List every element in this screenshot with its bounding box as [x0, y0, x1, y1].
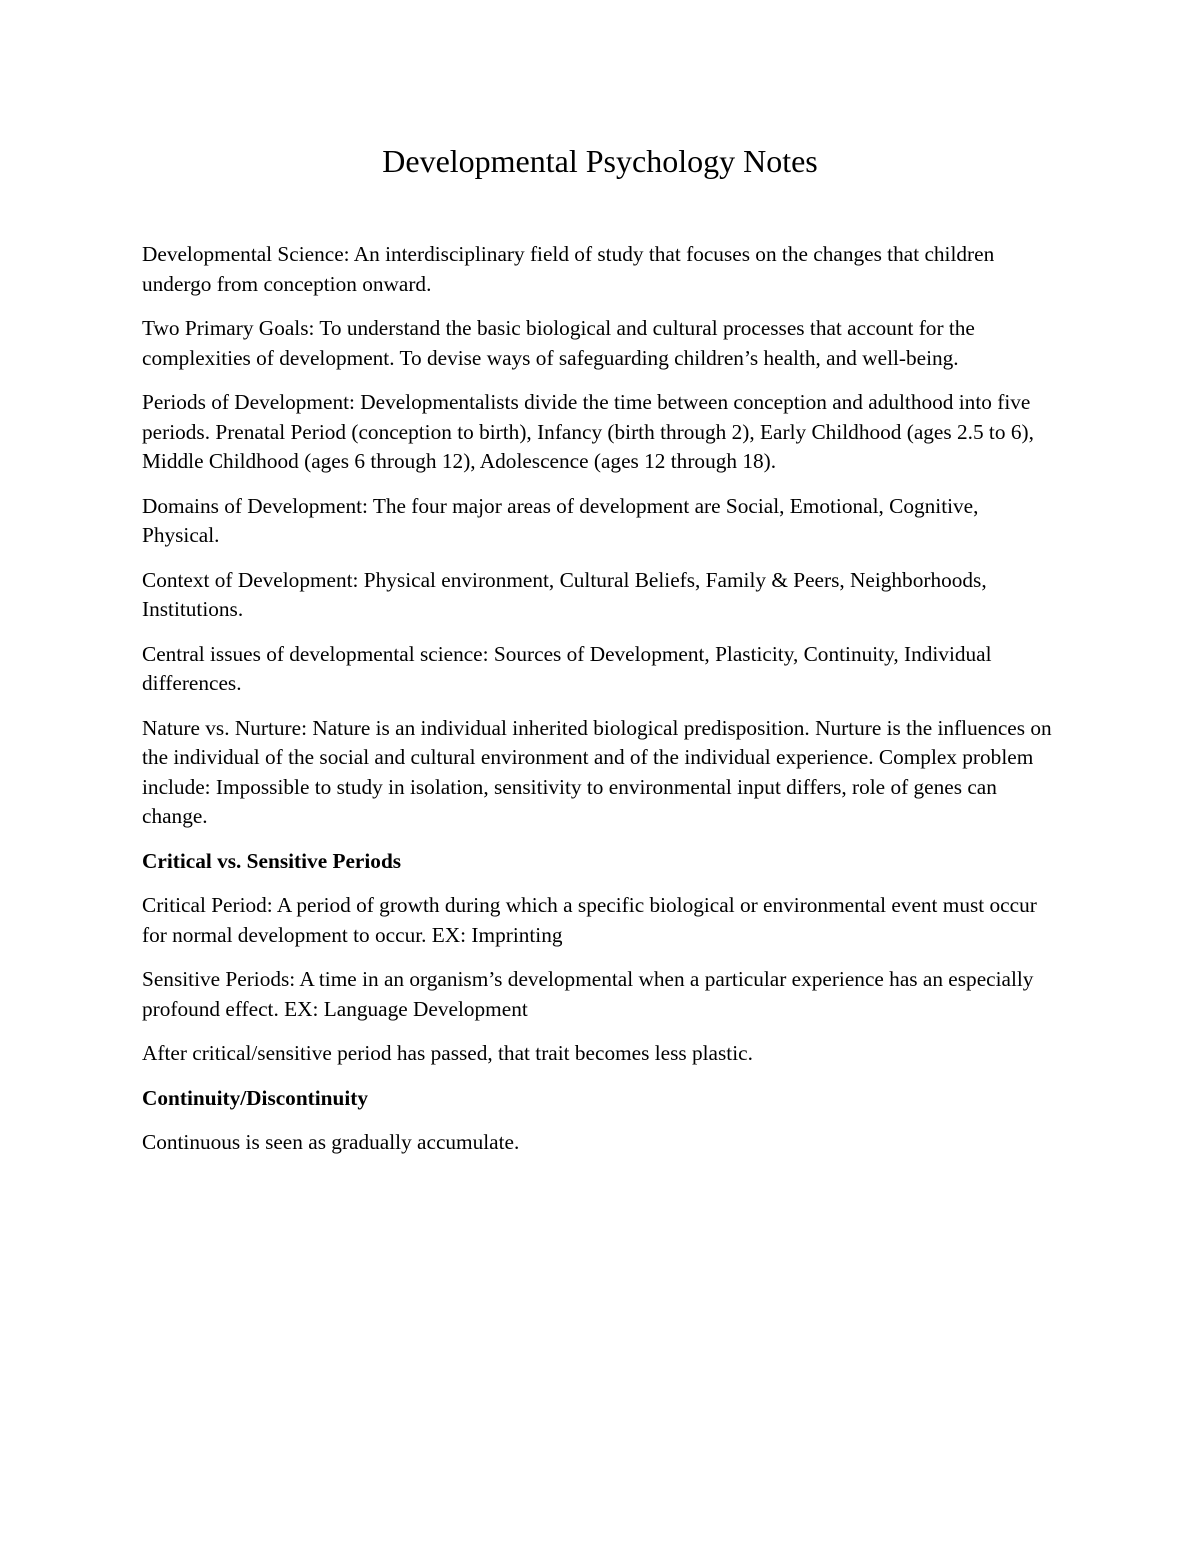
paragraph-critical-period: Critical Period: A period of growth during which a specific biological or environmental event must occur for normal development to occur. EX: Imprinting: [142, 893, 1037, 947]
paragraph-nature-vs-nurture: Nature vs. Nurture: Nature is an individual inherited biological predisposition. Nurture is the influences on the individual of the social and cultural environment and of the individual experience. Complex problem include: Impossible to study in isolation, sensitivity to environmental input differs, role of genes can change.: [142, 715, 1052, 828]
document-title: Developmental Psychology Notes: [382, 143, 818, 179]
section-heading-critical-sensitive: Critical vs. Sensitive Periods: [142, 848, 402, 873]
paragraph-sensitive-periods: Sensitive Periods: A time in an organism’s developmental when a particular experience has an especially profound effect. EX: Language Development: [142, 967, 1034, 1021]
paragraph-primary-goals: Two Primary Goals: To understand the basic biological and cultural processes that account for the complexities of development. To devise ways of safeguarding children’s health, and well-being.: [142, 316, 975, 370]
section-heading-continuity: Continuity/Discontinuity: [142, 1085, 369, 1110]
paragraph-context-of-development: Context of Development: Physical environment, Cultural Beliefs, Family & Peers, Neighborhoods, Institutions.: [142, 567, 987, 621]
paragraph-after-critical: After critical/sensitive period has passed, that trait becomes less plastic.: [142, 1041, 753, 1065]
paragraph-periods-of-development: Periods of Development: Developmentalists divide the time between conception and adulthood into five periods. Prenatal Period (conception to birth), Infancy (birth through 2), Early Childhood (ages 2.5 to 6), Middle Childhood (ages 6 through 12), Adolescence (ages 12 through 18).: [142, 390, 1034, 473]
document-body: [142, 240, 1057, 1173]
paragraph-developmental-science: Developmental Science: An interdisciplinary field of study that focuses on the changes that children undergo from conception onward.: [142, 242, 995, 296]
paragraph-central-issues: Central issues of developmental science: Sources of Development, Plasticity, Continuity, Individual differences.: [142, 641, 992, 695]
paragraph-domains-of-development: Domains of Development: The four major areas of development are Social, Emotional, Cognitive, Physical.: [142, 493, 979, 547]
paragraph-continuous: Continuous is seen as gradually accumulate.: [142, 1130, 520, 1154]
